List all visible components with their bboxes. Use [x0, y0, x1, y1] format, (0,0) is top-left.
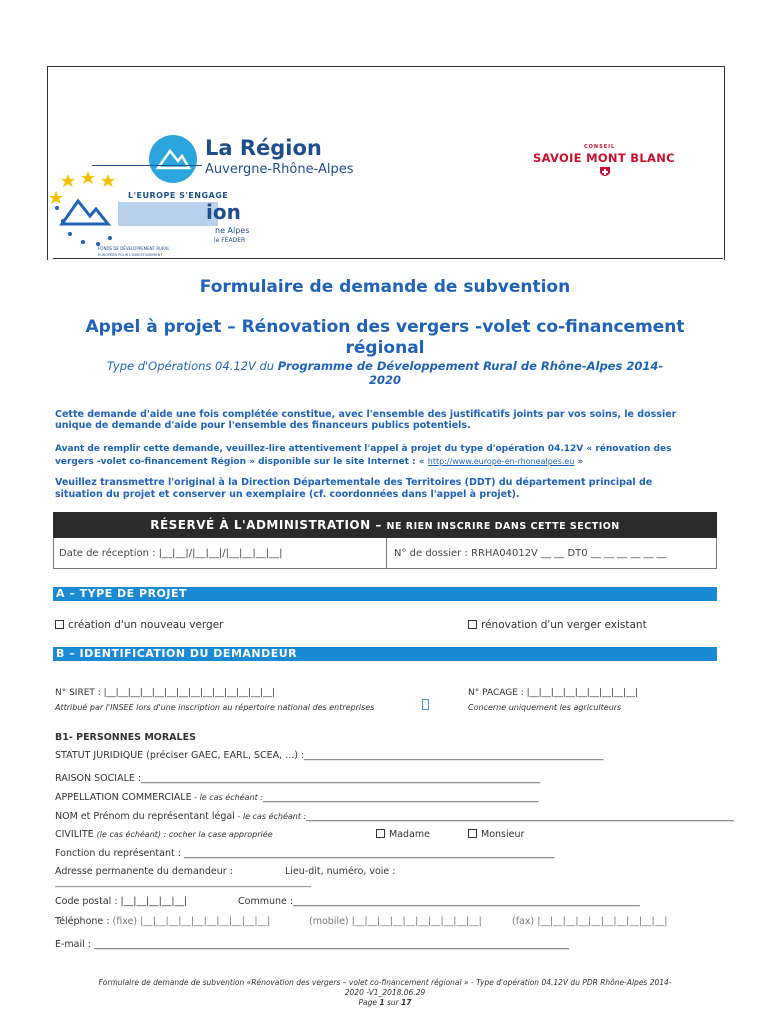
intro-p2-line1: Avant de remplir cette demande, veuillez-lire attentivement l'appel à projet du type d'opération 04.12V « rénovation des [55, 444, 672, 454]
admin-row-divider [386, 538, 387, 568]
checkbox-madame[interactable] [376, 829, 385, 838]
telephone-fax-field[interactable]: (fax) |__|__|__|__|__|__|__|__|__|__| [512, 916, 668, 927]
operation-type-prefix: Type d'Opérations 04.12V du [106, 359, 278, 373]
telephone-row [55, 916, 270, 927]
telephone-mobile-field[interactable]: (mobile) |__|__|__|__|__|__|__|__|__|__| [309, 916, 482, 927]
siret-field[interactable]: N° SIRET : |__|__|__|__|__|__|__|__|__|__|__|__|__|__| [55, 688, 276, 698]
adresse-label: Adresse permanente du demandeur : [55, 866, 233, 877]
pacage-field[interactable]: N° PACAGE : |__|__|__|__|__|__|__|__|__| [468, 688, 638, 698]
dossier-number-field: N° de dossier : RRHA04012V __ __ DT0 __ __ __ __ __ __ [394, 548, 667, 559]
intro-p1-line2: unique de demande d'aide pour l'ensemble des financeurs publics potentiels. [55, 420, 471, 431]
fonction-field[interactable]: Fonction du représentant : ______________________________________________________________________________ [55, 848, 555, 859]
appellation-label: APPELLATION COMMERCIALE [55, 792, 192, 803]
europe-logo-sub: ne Alpes [215, 226, 250, 235]
civilite-madame[interactable] [376, 829, 430, 840]
commune-field[interactable]: Commune :_________________________________________________________________________ [238, 896, 640, 907]
civilite-row [55, 829, 273, 840]
page-prefix: Page [358, 998, 380, 1007]
savoie-logo-name: SAVOIE MONT BLANC [533, 151, 675, 165]
project-type-renovation[interactable] [468, 619, 647, 631]
b1-title: B1- PERSONNES MORALES [55, 732, 196, 743]
appellation-note: - le cas échéant : [191, 793, 263, 802]
operation-type-line2: 2020 [368, 373, 401, 387]
europe-stars-icon [48, 166, 128, 256]
pacage-note: Concerne uniquement les agriculteurs [468, 703, 622, 712]
email-field[interactable]: E-mail : ____________________________________________________________________________________________________ [55, 939, 570, 950]
reception-date-field: Date de réception : |__|__|/|__|__|/|__|__|__|__| [59, 548, 283, 559]
admin-heading-note: NE RIEN INSCRIRE DANS CETTE SECTION [386, 521, 620, 532]
page-current: 1 [379, 998, 385, 1007]
savoie-shield-icon [600, 167, 610, 179]
footer-line2: 2020 -V1_2018.06.29 [344, 988, 426, 997]
intro-p3-line1: Veuillez transmettre l'original à la Direction Départementale des Territoires (DDT) du département principal de [55, 477, 653, 488]
raison-sociale-field[interactable]: RAISON SOCIALE :____________________________________________________________________________________ [55, 773, 541, 784]
savoie-logo-top: CONSEIL [584, 144, 616, 150]
europe-logo-region: ion [206, 200, 241, 224]
intro-p3-line2: situation du projet et conserver un exemplaire (cf. coordonnées dans l'appel à projet). [55, 489, 520, 500]
region-logo-icon [148, 134, 198, 184]
adresse-field[interactable]: ________________________________________________________________ [55, 878, 311, 887]
page-title: Formulaire de demande de subvention [199, 277, 571, 297]
intro-p2-end: » [574, 457, 584, 467]
project-type-new-label: création d'un nouveau verger [68, 619, 224, 631]
siret-note: Attribué par l'INSEE lors d'une inscription au répertoire national des entreprises [55, 703, 375, 712]
europe-logo-text: L'EUROPE S'ENGAGE [128, 191, 229, 200]
postal-code-field[interactable]: Code postal : |__|__|__|__|__| [55, 896, 188, 907]
region-logo-name: La Région [205, 136, 322, 160]
region-logo-subtitle: Auvergne-Rhône-Alpes [205, 162, 354, 177]
civilite-label: CIVILITE [55, 829, 94, 840]
page-mid: sur [384, 998, 402, 1007]
appellation-line: __________________________________________________________ [262, 792, 539, 803]
section-a-header: A – TYPE DE PROJET [53, 587, 717, 601]
representative-name-field[interactable] [55, 811, 734, 822]
intro-p2-line2 [55, 457, 583, 467]
europe-logo-fonds2: EUROPÉEN POUR L'INVESTISSEMENT [98, 253, 163, 257]
operation-type-program: Programme de Développement Rural de Rhône-Alpes 2014- [277, 359, 664, 373]
logo-frame-bottom-rule [53, 258, 723, 259]
admin-fields-row [53, 538, 717, 569]
siret-note-marker-icon [422, 699, 429, 710]
project-type-renovation-label: rénovation d'un verger existant [481, 619, 647, 631]
admin-section-header [53, 512, 717, 538]
representative-name-label: NOM et Prénom du représentant légal [55, 811, 235, 822]
checkbox-new-orchard[interactable] [55, 620, 64, 629]
europe-logo-feader: le FEADER [214, 237, 246, 244]
call-title-line2: régional [345, 338, 425, 358]
intro-p2-text: vergers -volet co-financement Région » disponible sur le site Internet : « [55, 457, 428, 467]
intro-p1-line1: Cette demande d'aide une fois complétée constitue, avec l'ensemble des justificatifs joints par vos soins, le dossier [55, 409, 677, 420]
civilite-note: (le cas échéant) : cocher la case appropriée [96, 830, 273, 839]
europe-logo-overlay [118, 202, 218, 226]
footer-line1: Formulaire de demande de subvention «Rénovation des vergers – volet co-financement régional » - Type d'opération 04.12V du PDR Rhône-Alpes 2014- [98, 978, 672, 987]
civilite-monsieur[interactable] [468, 829, 524, 840]
page-total: 17 [401, 998, 412, 1007]
appellation-field[interactable] [55, 792, 538, 803]
civilite-madame-label: Madame [389, 829, 430, 840]
europe-logo-fonds: FONDS DE DÉVELOPPEMENT RURAL [98, 246, 170, 251]
operation-type-line1 [0, 359, 770, 373]
checkbox-monsieur[interactable] [468, 829, 477, 838]
footer-page-number [0, 998, 770, 1007]
checkbox-renovation[interactable] [468, 620, 477, 629]
representative-name-line: __________________________________________________________________________________________ [306, 811, 734, 822]
project-type-new[interactable] [55, 619, 224, 631]
telephone-fixe-field[interactable]: (fixe) |__|__|__|__|__|__|__|__|__|__| [112, 916, 271, 927]
europe-website-link[interactable]: http://www.europe-en-rhonealpes.eu [427, 457, 575, 466]
call-title-line1: Appel à projet – Rénovation des vergers -volet co-financement [85, 317, 685, 337]
statut-field[interactable]: STATUT JURIDIQUE (préciser GAEC, EARL, SCEA, ...) :_______________________________________________________________ [55, 750, 604, 761]
lieudit-label: Lieu-dit, numéro, voie : [285, 866, 396, 877]
admin-heading: RÉSERVÉ À L'ADMINISTRATION – [150, 518, 382, 532]
telephone-label: Téléphone : [55, 916, 113, 927]
section-b-header: B – IDENTIFICATION DU DEMANDEUR [53, 647, 717, 661]
representative-name-note: - le cas échéant : [234, 812, 307, 821]
civilite-monsieur-label: Monsieur [481, 829, 525, 840]
